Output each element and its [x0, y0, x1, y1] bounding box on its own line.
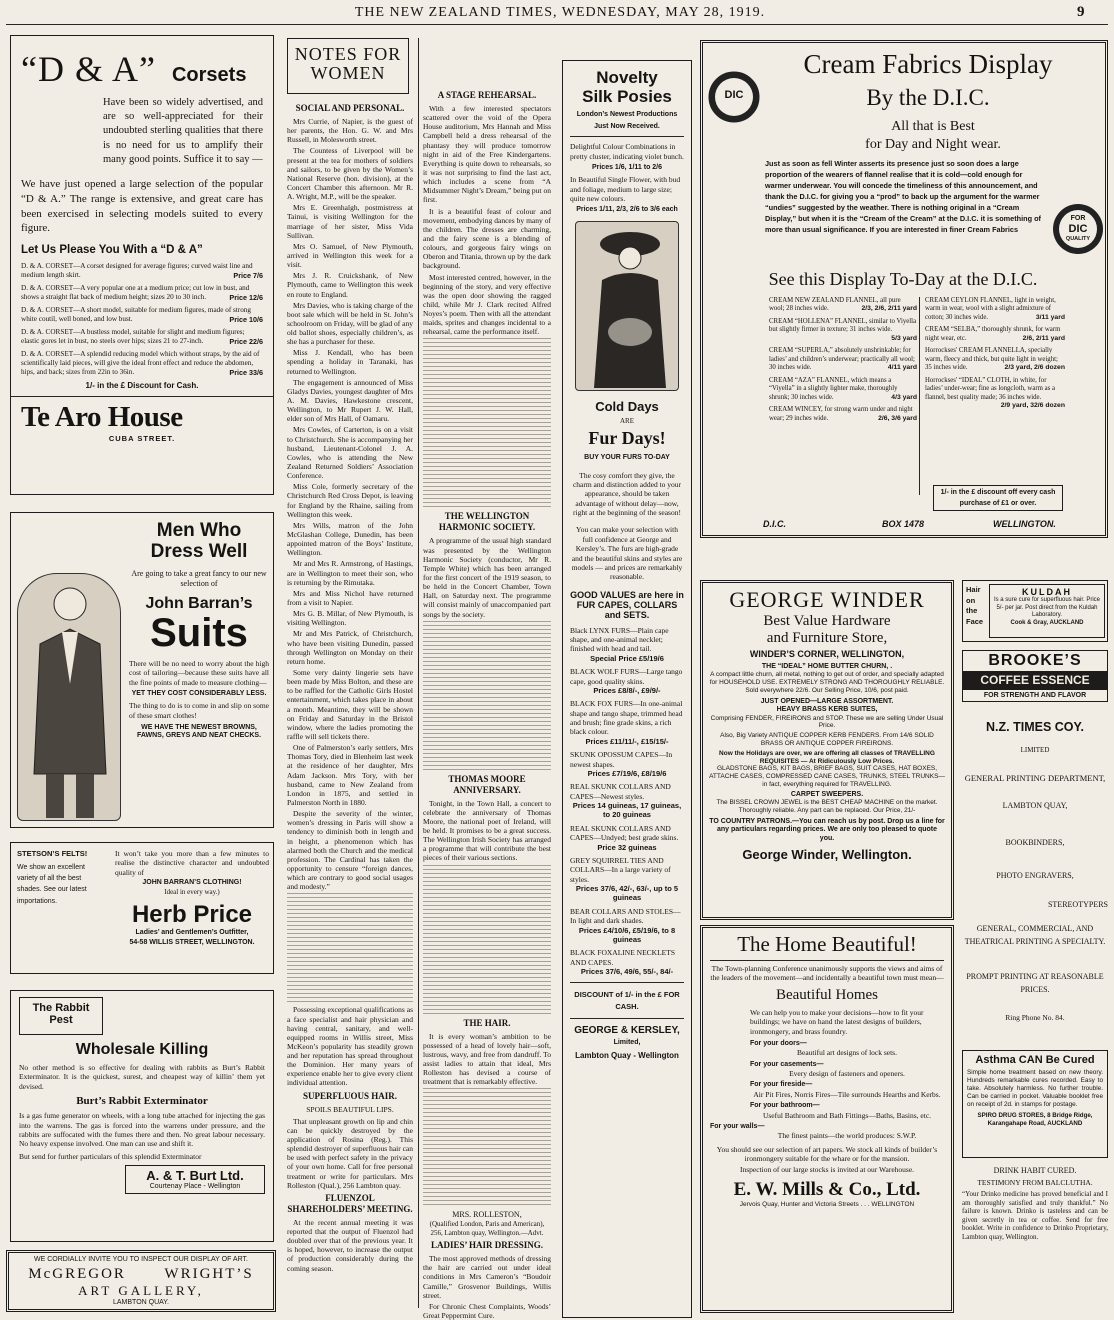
homes-intro: The Town-planning Conference unanimously supports the views and aims of the leaders of the movement—and incidentally a beautiful town must mean— [710, 964, 944, 983]
rabbit-heading-box [19, 997, 103, 1035]
fur-item-price: Prices 14 guineas, 17 guineas, to 20 guineas [572, 801, 682, 820]
fur-item-price: Prices £11/11/-, £15/15/- [585, 736, 669, 746]
social-para: Mrs Cowles, of Carterton, is on a visit to Christchurch. She is accompanying her husband, Lieutenant-Colonel J. A. Cowles, who is attending the New Zealand Returned Soldiers’ Association Conference. [287, 425, 413, 481]
notes-left-column [287, 100, 413, 1310]
barran-body1: There will be no need to worry about the high cost of tailoring—because these suits have all the fine points of made to measure clothing— [129, 658, 269, 687]
kuldah-box [989, 584, 1105, 638]
notes-right-filler-1 [423, 338, 551, 508]
dic-item [925, 297, 1065, 322]
social-para: Mr and Mrs R. Armstrong, of Hastings, are in Wellington to meet their son, who is returning by the Rimutaka. [287, 559, 413, 587]
winder-bags: GLADSTONE BAGS, KIT BAGS, BRIEF BAGS, SUIT CASES, HAT BOXES, ATTACHE CASES, COMPRESSED CANE CASES, TRUNKS, STEEL TRUNKS—in fact, everything required for TRAVELLING. [709, 765, 945, 788]
homes-fireside-label: For your fireside— [750, 1081, 813, 1089]
posies-prices2: Prices 1/11, 2/3, 2/6 to 3/6 each [576, 206, 678, 214]
dic-item-text: CREAM “AZA” FLANNEL, which means a “Viyella” in a slightly lighter make, thoroughly shrunk; 30 inches wide. [769, 376, 898, 401]
fur-item-text: BLACK WOLF FURS—Large tango cape, good quality skins. [570, 667, 683, 686]
rabbit-ad [10, 990, 274, 1242]
drink-body: “Your Drinko medicine has proved beneficial and I am thoroughly satisfied and truly thankful.” No failure is known. Drinko is tasteless and can be given secretly in tea or coffee. Send for free booklet. Write in confidence to Drinko Proprietary, Lambton quay, Wellington. [962, 1190, 1108, 1241]
fur-items [570, 626, 684, 977]
corset-item-price: Price 12/6 [229, 293, 263, 303]
social-para: Some very dainty lingerie sets have been made by Miss Bolton, and these are to be raffled for the Catholic Girls Hostel entertainment, which takes place in about a month. Meantime, they will be shown on Friday and Saturday in the Bristol window, where the ladies promoting the raffle will sell tickets there. [287, 667, 413, 741]
social-para: Mr and Mrs Patrick, of Christchurch, who have been visiting Dunedin, passed through Wellington on Monday on their return home. [287, 629, 413, 666]
posies-title2: Silk Posies [582, 86, 672, 106]
stage-para: With a few interested spectators scattered over the void of the Opera House auditorium, Mrs Hannah and Miss Campbell held a dress rehearsal of the phantasy they will produce tomorrow night in aid of the Free Kindergartens. Everything is quite down to rehearsals, so it was not surprising to find the last act, which includes a scene from “A Midsummer Night’s Dream,” being put on first. [423, 103, 551, 205]
winder-kerbs: HEAVY BRASS KERB SUITES, [776, 706, 878, 714]
fluenzol-head: FLUENZOL SHAREHOLDERS’ MEETING. [287, 1192, 413, 1214]
barran-ideal: Ideal in every way.) [164, 887, 220, 896]
social-para: Mrs Davies, who is taking charge of the boot sale which will be held in St. John’s schoolroom on Friday, will be glad of any old ballot shoes, especially children’s, as she has a purchaser for these. [287, 300, 413, 347]
corset-item-text: D. & A. CORSET—A corset designed for average figures; curved waist line and medium length skirt. [21, 262, 253, 280]
kuldah-ad [962, 580, 1108, 642]
homes-doors: Beautiful art designs of lock sets. [797, 1048, 897, 1058]
gentleman-figure-icon [17, 573, 121, 821]
social-para: One of Palmerston’s early settlers, Mrs Thomas Tory, died in Blenheim last week at the residence of her daughter, Mrs Adam Jackson. Mrs Tory, with her husband, came to New Zealand from London in 1875, and settled in Palmerston North in 1880. [287, 743, 413, 807]
dic-body: Just as soon as fell Winter asserts its presence just so soon does a large proportion of the wearers of flannel realise that it is cold—cold enough for warmer underwear. You will concede the timeliness of this announcement, and thank the D.I.C. for giving you a “prod” to back up the argument for the warmer “undies” suggested by the weather. There is nothing original in a “Cream Display,” but when it is the “Cream of the Cream” at the D.I.C. it is something of more than usual significance. If you are interested in finer Cream Fabrics [765, 159, 1041, 234]
corset-item [21, 262, 263, 280]
furs-select: You can make your selection with full confidence at George and Kersley’s. The furs are high-grade and the beautiful skins and styles are models — and prices are remarkably reasonable. [571, 525, 683, 582]
homes-fireside: Air Pit Fires, Norris Fires—Tile surrounds Hearths and Kerbs. [753, 1089, 941, 1099]
corset-item-text: D. & A. CORSET—A very popular one at a medium price; cut low in bust, and shows a straight flat back of medium height; sizes 20 to 30 inch. [21, 284, 250, 302]
social-para: Mrs and Miss Nichol have returned from a visit to Napier. [287, 588, 413, 607]
barran-ad [10, 512, 274, 828]
hair-body: It is every woman’s ambition to be possessed of a head of lovely hair—soft, lustrous, wavy, and free from dandruff. To assist ladies to attain that ideal, Mrs Rolleston has devised a course of treatment that is remarkably effective. [423, 1031, 551, 1087]
dic-footer-mid: BOX 1478 [881, 519, 925, 529]
rolleston-name: MRS. ROLLESTON, [452, 1210, 522, 1220]
herb-price-block [115, 901, 269, 948]
burt-company-box [125, 1165, 265, 1194]
dic-item [769, 347, 917, 372]
fur-item [570, 667, 684, 695]
homes-bathroom-label: For your bathroom— [750, 1102, 820, 1110]
herb-price-address: 54-58 WILLIS STREET, WELLINGTON. [129, 939, 255, 947]
dic-item-text: CREAM WINCEY, for strong warm under and night wear; 29 inches wide. [769, 406, 913, 422]
fur-lady-figure-icon [575, 221, 679, 391]
homes-firm: E. W. Mills & Co., Ltd. [733, 1178, 921, 1200]
dic-item [925, 347, 1065, 372]
winder-corner: WINDER’S CORNER, WELLINGTON, [749, 649, 905, 659]
herb-price-desc: Ladies’ and Gentlemen’s Outfitter, [135, 929, 249, 936]
drinko-ad [962, 1164, 1108, 1314]
dic-item-price: 5/3 yard [891, 334, 917, 342]
fur-item [570, 824, 684, 852]
te-aro-house: Te Aro House [21, 401, 183, 434]
rabbit-send: But send for further particulars of this splendid Exterminator [19, 1151, 202, 1161]
dic-seal-left-text: DIC [724, 89, 744, 101]
nzt-book: BOOKBINDERS, [1005, 838, 1065, 848]
rabbit-body: Is a gas fume generator on wheels, with a long tube attached for injecting the gas into the warrens. The gas is forced into the warrens under pressure, and the rabbits are suffocated with the fumes there and then. No great labour necessary. No heavy expense involved. One man can use and shift it. [19, 1111, 265, 1149]
furs-body: The cosy comfort they give, the charm and distinction added to your appearance, should be taken advantage of without delay—now, right at the beginning of the season! [572, 470, 682, 518]
asthma-ad [962, 1050, 1108, 1158]
homes-sub: Beautiful Homes [775, 986, 879, 1003]
social-para: Miss Cole, formerly secretary of the Christchurch Red Cross Depot, is leaving for England by the Rhaine, sailing from Wellington this week. [287, 482, 413, 519]
fur-item [570, 750, 684, 778]
corsets-slogan: Let Us Please You With a “D & A” [21, 244, 203, 257]
george-kersley-ad [562, 60, 692, 1318]
corsets-discount: 1/- in the £ Discount for Cash. [85, 381, 199, 391]
barran-body3: It won’t take you more than a few minutes to realise the distinctive character and undoubted quality of [115, 849, 269, 877]
dic-seal-right [1051, 193, 1105, 265]
winder-bissel: The BISSEL CROWN JEWEL is the BEST CHEAP MACHINE on the market. Thoroughly reliable. Any part can be replaced. Our Price, 21/- [716, 799, 938, 814]
drink-head: DRINK HABIT CURED. [993, 1166, 1077, 1175]
winder-just: JUST OPENED—LARGE ASSORTMENT. [760, 697, 894, 705]
kuldah-body: Is a sure cure for superfluous hair. Price 5/- per jar. Post direct from the Kuldah Laboratory. [993, 597, 1101, 618]
rabbit-sub: Burt’s Rabbit Exterminator [76, 1095, 208, 1108]
nzt-ring: Ring Phone No. 84. [1005, 1012, 1065, 1022]
notes-right-column [423, 38, 551, 1320]
nzt-stereo: STEREOTYPERS [1047, 900, 1108, 910]
mcgregor-name1: McGREGOR [28, 1266, 126, 1283]
posies-prices1: Prices 1/6, 1/11 to 2/6 [591, 163, 663, 171]
barran-product: Suits [150, 610, 248, 655]
barran-cost: YET THEY COST CONSIDERABLY LESS. [131, 689, 267, 697]
dic-seal-right-quality: QUALITY [1065, 236, 1091, 242]
furs-cold: Cold Days [595, 398, 659, 414]
mcgregor-ad [6, 1250, 276, 1312]
nzt-prompt: PROMPT PRINTING AT REASONABLE PRICES. [966, 971, 1104, 994]
stage-head: A STAGE REHEARSAL. [437, 90, 537, 100]
fur-item-price: Prices £7/19/6, £8/19/6 [587, 768, 667, 778]
dic-item [769, 297, 917, 314]
corsets-brand: “D & A” [21, 49, 156, 89]
dic-item-text: CREAM “SELBA,” thoroughly shrunk, for warm night wear, etc. [925, 326, 1061, 342]
furs-are: ARE [620, 416, 634, 425]
brooke-tag: FOR STRENGTH AND FLAVOR [962, 689, 1108, 702]
home-beautiful-ad [700, 925, 954, 1313]
fur-item-price: Prices £8/8/-, £9/9/- [593, 685, 661, 695]
moore-head: THOMAS MOORE ANNIVERSARY. [448, 773, 526, 795]
fur-item-text: BLACK FOXALINE NECKLETS AND CAPES. [570, 948, 675, 967]
kuldah-hair: Hair on the Face [966, 585, 984, 626]
dic-item-price: 2/6, 2/11 yard [1022, 334, 1065, 342]
corset-item-text: D. & A. CORSET—A short model, suitable for medium figures, made of strong white coutil, well boned, and low bust. [21, 306, 251, 324]
winder-travel: Now the Holidays are over, we are offering all classes of TRAVELLING REQUISITES — At Ridiculously Low Prices. [719, 749, 935, 765]
fur-item-price: Prices 37/6, 49/6, 55/-, 84/- [580, 967, 674, 977]
notes-right-filler-4 [423, 1088, 551, 1208]
fur-item-price: Prices £4/10/6, £5/19/6, to 8 guineas [578, 925, 676, 944]
dic-item [769, 406, 917, 423]
corset-item-text: D. & A. CORSET—A bustless model, suitable for slight and medium figures; elastic gores let in bust, no steels over hips; sizes 21 to 27-inch. [21, 328, 245, 346]
social-para: Mrs Currie, of Napier, is the guest of her parents, the Hon. G. W. and Mrs Russell, in Molesworth street. [287, 116, 413, 145]
fur-item-price: Prices 37/6, 42/-, 63/-, up to 5 guineas [575, 884, 679, 903]
barran-title2: Dress Well [150, 540, 248, 562]
dic-item-price: 3/11 yard [1035, 313, 1065, 321]
superfluous-sub: SPOILS BEAUTIFUL LIPS. [306, 1104, 394, 1114]
asthma-title: Asthma CAN Be Cured [975, 1054, 1095, 1066]
barran-tail [115, 849, 269, 896]
fur-item [570, 782, 684, 820]
barran-body2: The thing to do is to come in and slip on some of these smart clothes! [129, 701, 269, 720]
corset-item [21, 328, 263, 346]
chronic-para: For Chronic Chest Complaints, Woods’ Great Peppermint Cure. [423, 1301, 551, 1320]
dic-item-text: Horrockses' CREAM FLANNELLA, specially warm, fleecy and thick, but quite light in weight; 35 inches wide. [925, 347, 1058, 372]
barran-text [129, 521, 269, 745]
masthead-title: THE NEW ZEALAND TIMES, WEDNESDAY, MAY 28, 1919. [354, 5, 766, 20]
fur-item-text: Black LYNX FURS—Plain cape shape, and one-animal necklet; finished with head and tail. [570, 625, 669, 654]
masthead [0, 4, 1114, 24]
dic-item-text: CREAM “SUPERLA,” absolutely unshrinkable; for ladies’ and children’s underwear; practically all wool; 30 inches wide. [769, 347, 915, 372]
notes-right-filler-2 [423, 621, 551, 771]
masthead-rule [6, 24, 1108, 25]
social-paras [287, 117, 413, 424]
dic-item-price: 2/3 yard, 2/6 dozen [1004, 364, 1065, 372]
posies-title1: Novelty [596, 68, 658, 87]
herb-price-name: Herb Price [131, 901, 253, 928]
fur-item-text: REAL SKUNK COLLARS AND CAPES—Newest styles. [570, 782, 671, 801]
dic-right-items [925, 297, 1065, 415]
furs-fur-days: Fur Days! [588, 428, 666, 449]
fur-item [570, 626, 684, 664]
dic-title: Cream Fabrics Display [803, 49, 1053, 79]
dic-footer-right: WELLINGTON. [993, 519, 1056, 529]
nz-times-ad [962, 716, 1108, 1038]
burt-company: A. & T. Burt Ltd. [146, 1168, 244, 1183]
winder-copper: Also, Big Variety ANTIQUE COPPER KERB FENDERS. From 14/6 SOLID BRASS OR ANTIQUE COPPER FIREIRONS. [720, 732, 934, 747]
winder-churn-desc: A compact little churn, all metal, nothing to get out of order, and specially adapted for HOUSEHOLD USE. EXTREMELY STRONG AND THOROUGHLY RELIABLE. Sold everywhere 22/6. Our Selling Price, 10/6, post paid. [709, 671, 945, 694]
fur-item-text: BLACK FOX FURS—In one-animal shape and tango shape, trimmed head and brush; fine grade skins, a rich black colour. [570, 699, 683, 737]
notes-right-filler-3 [423, 865, 551, 1015]
homes-inspect: Inspection of our large stocks is invited at our Warehouse. [739, 1165, 915, 1175]
mcgregor-address: LAMBTON QUAY. [112, 1299, 170, 1307]
dic-item-price: 2/9 yard, 32/6 dozen [1000, 402, 1065, 410]
harmonic-body: A programme of the usual high standard was presented by the Wellington Harmonic Society (conductor, Mr R. Temple White) which has been arranged for the first concert of the 1919 season, to be held in the Concert Chamber, Town Hall, on Saturday next. The programme will consist mainly of unaccompanied part songs by the society. [423, 536, 551, 619]
dic-ad [700, 40, 1108, 538]
gk-limited: Limited, [613, 1038, 641, 1046]
corset-item-text: D. & A. CORSET—A splendid reducing model which without straps, by the aid of scientifically laid pieces, will give the ideal front effect and reduce the abdomen, hips, and back; sizes from 22in to 36in. [21, 350, 260, 377]
posies-received: Just Now Received. [594, 122, 660, 130]
dic-seal-right-for: FOR [1070, 215, 1086, 222]
notes-left-filler [287, 893, 413, 1003]
te-aro-street: CUBA STREET. [108, 434, 176, 444]
notes-banner [287, 38, 409, 94]
rabbit-headline: Wholesale Killing [75, 1041, 209, 1058]
dic-item [769, 318, 917, 343]
winder-sub1: Best Value Hardware [763, 613, 891, 629]
dic-footer-left: D.I.C. [763, 519, 787, 529]
winder-sub2: and Furniture Store, [766, 630, 888, 646]
corset-item-price: Price 22/6 [229, 337, 263, 347]
rolleston-address: (Qualified London, Paris and American), 256, Lambton quay, Wellington.—Advt. [429, 1220, 545, 1237]
barran-clothing: JOHN BARRAN’S CLOTHING! [142, 879, 242, 887]
fluenzol-body: At the recent annual meeting it was reported that the output of Fluenzol had doubled over that of the previous year. It is hoped, however, to increase the output of production considerably during the coming season. [287, 1217, 413, 1273]
brooke-product: COFFEE ESSENCE [962, 672, 1108, 689]
social-para: Despite the severity of the winter, women’s dressing in Paris will show a tendency to diminish both in length and in height, a phenomenon which has alarmed both the Church and the medical profession. The Cardinal has taken the opportunity to censure “foreign dances, which are contrary to good social usages and modesty.” [287, 809, 413, 892]
posies-desc: Delightful Colour Combinations in pretty cluster, indicating violet bunch. [570, 142, 684, 161]
winder-fender: Comprising FENDER, FIREIRONS and STOP. These we are selling Under Usual Price. [710, 714, 944, 730]
fur-item-text: GREY SQUIRREL TIES AND COLLARS—In a large variety of styles. [570, 855, 671, 884]
homes-casements: Every design of fasteners and openers. [789, 1069, 905, 1079]
corsets-items [21, 262, 263, 377]
herb-price-ad [10, 842, 274, 974]
dic-item-text: Horrockses' “IDEAL” CLOTH, in white, for ladies’ under-wear; fine as longcloth, warm as a flannel, best quality made; 36 inches wide. [925, 376, 1055, 401]
nzt-quay: LAMBTON QUAY, [1002, 801, 1068, 811]
dic-seal-left [707, 61, 761, 133]
dic-item-price: 2/3, 2/6, 2/11 yard [861, 305, 917, 313]
homes-title: The Home Beautiful! [737, 932, 917, 956]
fur-item-price: Price 32 guineas [597, 842, 657, 852]
homes-bathroom: Useful Bathroom and Bath Fittings—Baths, Basins, etc. [762, 1110, 932, 1120]
barran-colours: WE HAVE THE NEWEST BROWNS, FAWNS, GREYS AND NEAT CHECKS. [136, 724, 262, 740]
winder-country: TO COUNTRY PATRONS.—You can reach us by post. Drop us a line for any particulars regarding prices. We are only too pleased to quote you. [709, 817, 945, 842]
social-para: Mrs G. B. Millar, of New Plymouth, is visiting Wellington. [287, 609, 413, 628]
dic-item-price: 4/3 yard [891, 393, 917, 401]
corsets-title: Corsets [171, 64, 247, 86]
notes-for-women [283, 34, 553, 1320]
dic-item-text: CREAM “HOLLENA” FLANNEL, similar to Viyella but slightly firmer in texture; 31 inches wide. [769, 317, 917, 334]
ladies-head: LADIES’ HAIR DRESSING. [430, 1240, 544, 1251]
dic-item [925, 377, 1065, 411]
homes-doors-label: For your doors— [750, 1039, 807, 1047]
posies-sub: London’s Newest Productions [576, 111, 678, 119]
furs-discount: DISCOUNT of 1/- in the £ FOR CASH. [574, 990, 680, 1011]
barran-intro: Are going to take a great fancy to our new selection of [131, 568, 267, 588]
social-para: The engagement is announced of Miss Gladys Davies, youngest daughter of Mrs A. M. Davies, Hawkestone crescent, Wellington, to Mr Rupert J. W. Hall, elder son of Mrs Hall, of Oamaru. [287, 377, 413, 424]
homes-walls: The finest paints—the world produces: S.W.P. [777, 1131, 917, 1141]
homes-stock: You should see our selection of art papers. We stock all kinds of builder’s ironmongery suitable for the whare or for the mansion. [716, 1144, 938, 1164]
dic-day: for Day and Night wear. [865, 137, 1001, 152]
burt-address: Courtenay Place - Wellington [149, 1183, 241, 1190]
social-para: Miss J. Kendall, who has been spending a holiday in Taranaki, has returned to Wellington. [287, 348, 413, 376]
gk-address: Lambton Quay - Wellington [575, 1051, 679, 1061]
furs-values: GOOD VALUES are here in FUR CAPES, COLLARS and SETS. [570, 589, 684, 620]
social-para: Mrs O. Samuel, of New Plymouth, arrived in Wellington this week for a visit. [287, 241, 413, 270]
dic-all: All that is Best [891, 119, 975, 134]
kuldah-title: KULDAH [1022, 587, 1072, 597]
ladies-body: The most approved methods of dressing the hair are carried out under ideal conditions in Mrs Cameron’s “Boudoir Camille,” Grosvenor Buildings, Willis street. [423, 1254, 551, 1300]
fur-item-price: Special Price £5/19/6 [590, 653, 664, 663]
homes-walls-label: For your walls— [710, 1122, 765, 1130]
brooke-ad [962, 650, 1108, 704]
barran-brand: John Barran’s [145, 594, 253, 612]
fur-item [570, 948, 684, 976]
stage-paras [423, 104, 551, 337]
homes-casements-label: For your casements— [750, 1060, 824, 1068]
fur-item-text: SKUNK OPOSSUM CAPES—In newest shapes. [570, 750, 673, 769]
fur-item [570, 699, 684, 746]
stage-para: It is a beautiful feast of colour and movement, embodying dances by many of the children. The dresses are charming, and the fairy scene is a blending of colours, and gorgeous fairy wings on Oberon and Titania, thrown up by the dark background. [423, 206, 551, 271]
fur-item [570, 907, 684, 945]
rabbit-intro: No other method is so effective for dealing with rabbits as Burt’s Rabbit Exterminator. It is the quickest, surest, and cheapest way of killin’ them yet devised. [19, 1063, 265, 1091]
social-head: SOCIAL AND PERSONAL. [295, 103, 405, 113]
dic-item-text: CREAM CEYLON FLANNEL, light in weight, warm in wear, wool with a slight admixture of cotton; 30 inches wide. [925, 297, 1056, 321]
fur-item [570, 856, 684, 903]
mcgregor-invite: WE CORDIALLY INVITE YOU TO INSPECT OUR DISPLAY OF ART. [34, 1256, 248, 1263]
mcgregor-name2: WRIGHT’S [164, 1266, 254, 1283]
fur-item-text: REAL SKUNK COLLARS AND CAPES—Undyed; best grade skins. [570, 823, 679, 843]
moore-body: Tonight, in the Town Hall, a concert to celebrate the anniversary of Thomas Moore, the national poet of Ireland, will be held. It promises to be a great success. The Wellington Irish Society has arranged a programme that will contribute the best pieces of their various sections. [423, 798, 551, 863]
harmonic-head: THE WELLINGTON HARMONIC SOCIETY. [438, 511, 536, 533]
mcgregor-name3: ART GALLERY, [78, 1283, 204, 1299]
dic-see: See this Display To-Day at the D.I.C. [768, 269, 1038, 289]
dic-divider [919, 297, 920, 495]
social-para: Mrs E. Greenhalgh, postmistress at Tainui, is visiting Wellington for the marriage of her sister, Miss Vida Sullivan. [287, 203, 413, 240]
rabbit-title1: The Rabbit [32, 1002, 90, 1014]
dic-item-price: 2/6, 3/6 yard [878, 414, 917, 422]
nzt-theatre: GENERAL, COMMERCIAL, AND THEATRICAL PRINTING A SPECIALTY. [964, 924, 1106, 947]
stage-para: Most interested centred, however, in the beginning of the story, and very effective was the open door showing the ragged child, while Mr J. Clark recited Alfred Noyes’s poem. Then with all the attendant maids, sprites and changes incidental to a rehearsal, came the performance itself. [423, 272, 551, 337]
asthma-body: Simple home treatment based on new theory. Hundreds remarkable cures recorded. Easy to take. Absolutely harmless. No further trouble. Can be carried in pocket. Valuable booklet free on receipt of 2d. in stamps for postage. [967, 1069, 1103, 1108]
barran-title1: Men Who [156, 520, 242, 541]
dic-left-items [769, 297, 917, 427]
corset-item [21, 284, 263, 302]
homes-address: Jervois Quay, Hunter and Victoria Streets . . . WELLINGTON [739, 1200, 915, 1208]
nzt-title: N.Z. TIMES COY. [986, 720, 1084, 734]
social-para: The Countess of Liverpool will be present at the tea for mothers of soldiers and sailors, to be given by the Women’s National Reserve (hon. division), at the Concert Chamber this afternoon. Mr R. A. Wright, M.P., will be the speaker. [287, 146, 413, 202]
winder-ad [700, 580, 954, 920]
superfluous-body: That unpleasant growth on lip and chin can be quickly destroyed by the application of Rosina (Reg.). This splendid destroyer of superfluous hair can be used with perfect safety in the privacy of your own home. Call for free personal treatment or write for particulars. Mrs Rolleston (Qual.), 256 Lambton quay. [287, 1116, 414, 1190]
page-number: 9 [1077, 4, 1085, 20]
stetson-body: We show an excellent variety of all the best shades. See our latest importations. [17, 864, 87, 905]
dic-item [769, 377, 917, 402]
gk-firm: GEORGE & KERSLEY, [574, 1024, 680, 1036]
corset-item-price: Price 10/6 [229, 315, 263, 325]
winder-sign: George Winder, Wellington. [742, 846, 912, 862]
homes-help: We can help you to make your decisions—how to fit your buildings; we have on hand the latest designs of builders, ironmongery, and brass foundry. [750, 1007, 924, 1036]
corset-item-price: Price 33/6 [229, 368, 263, 378]
dic-seal-right-text: DIC [1068, 223, 1088, 235]
winder-churn: THE “IDEAL” HOME BUTTER CHURN, . [761, 663, 893, 670]
corsets-body: We have just opened a large selection of the popular “D & A.” The range is extensive, and great care has been exercised in selecting models suited to every figure. [21, 177, 263, 235]
dic-item-price: 4/11 yard [887, 364, 917, 372]
dic-item [925, 326, 1065, 343]
nzt-photo: PHOTO ENGRAVERS, [996, 871, 1074, 881]
nzt-general: GENERAL PRINTING DEPARTMENT, [964, 773, 1106, 784]
brooke-name: BROOKE’S [962, 650, 1108, 672]
asthma-address: SPIRO DRUG STORES, 8 Bridge Ridge, Karangahape Road, AUCKLAND [977, 1112, 1093, 1127]
notes-banner-text: NOTES FOR WOMEN [294, 44, 402, 83]
furs-buy: BUY YOUR FURS TO-DAY [584, 454, 670, 462]
corset-item-price: Price 7/6 [233, 271, 263, 281]
winder-carpets: CARPET SWEEPERS. [790, 790, 864, 798]
hair-head: THE HAIR. [463, 1017, 511, 1028]
nzt-limited: LIMITED [1020, 746, 1050, 754]
more-paras [287, 425, 413, 891]
dic-discount: 1/- in the £ discount off every cash purchase of £1 or over. [933, 485, 1063, 511]
notes-column-rule [418, 38, 419, 1308]
barber-para: Possessing exceptional qualifications as a face specialist and hair physician and having central, sanitary, and well-equipped rooms in Willis street, Miss McKeon’s popularity has steadily grown and her reputation has spread throughout the Dominion. Her many years of experience enable her to give every client individual attention. [287, 1005, 413, 1088]
social-para: Mrs Wills, matron of the John McGlashan College, Dunedin, has been appointed matron of the Boys’ Institute, Wellington. [287, 520, 413, 558]
posies-single: In Beautiful Single Flower, with bud and foliage, medium to large size; quite new colours. [570, 175, 681, 204]
corsets-intro: Have been so widely advertised, and are so well-appreciated for their undoubted sterling qualities that there is no need for us to amplify their many good points. Suffice it to say — [103, 97, 263, 165]
corset-item [21, 350, 263, 377]
stetson-box [17, 849, 107, 907]
dic-by: By the D.I.C. [866, 85, 990, 110]
stetson-title: STETSON’S FELTS! [17, 849, 88, 858]
superfluous-head: SUPERFLUOUS HAIR. [302, 1090, 397, 1101]
social-para: Mrs J. R. Cruickshank, of New Plymouth, came to Wellington this week en route to England. [287, 271, 413, 299]
corsets-ad [10, 35, 274, 495]
rabbit-title2: Pest [49, 1014, 73, 1026]
dic-item-text: CREAM NEW ZEALAND FLANNEL, all pure wool; 28 inches wide. [769, 297, 901, 313]
corset-item [21, 306, 263, 324]
kuldah-address: Cook & Gray, AUCKLAND [1010, 619, 1084, 626]
drink-sub: TESTIMONY FROM BALCLUTHA. [977, 1178, 1093, 1187]
fur-item-text: BEAR COLLARS AND STOLES—In light and dark shades. [570, 906, 681, 926]
winder-name: GEORGE WINDER [729, 587, 925, 612]
